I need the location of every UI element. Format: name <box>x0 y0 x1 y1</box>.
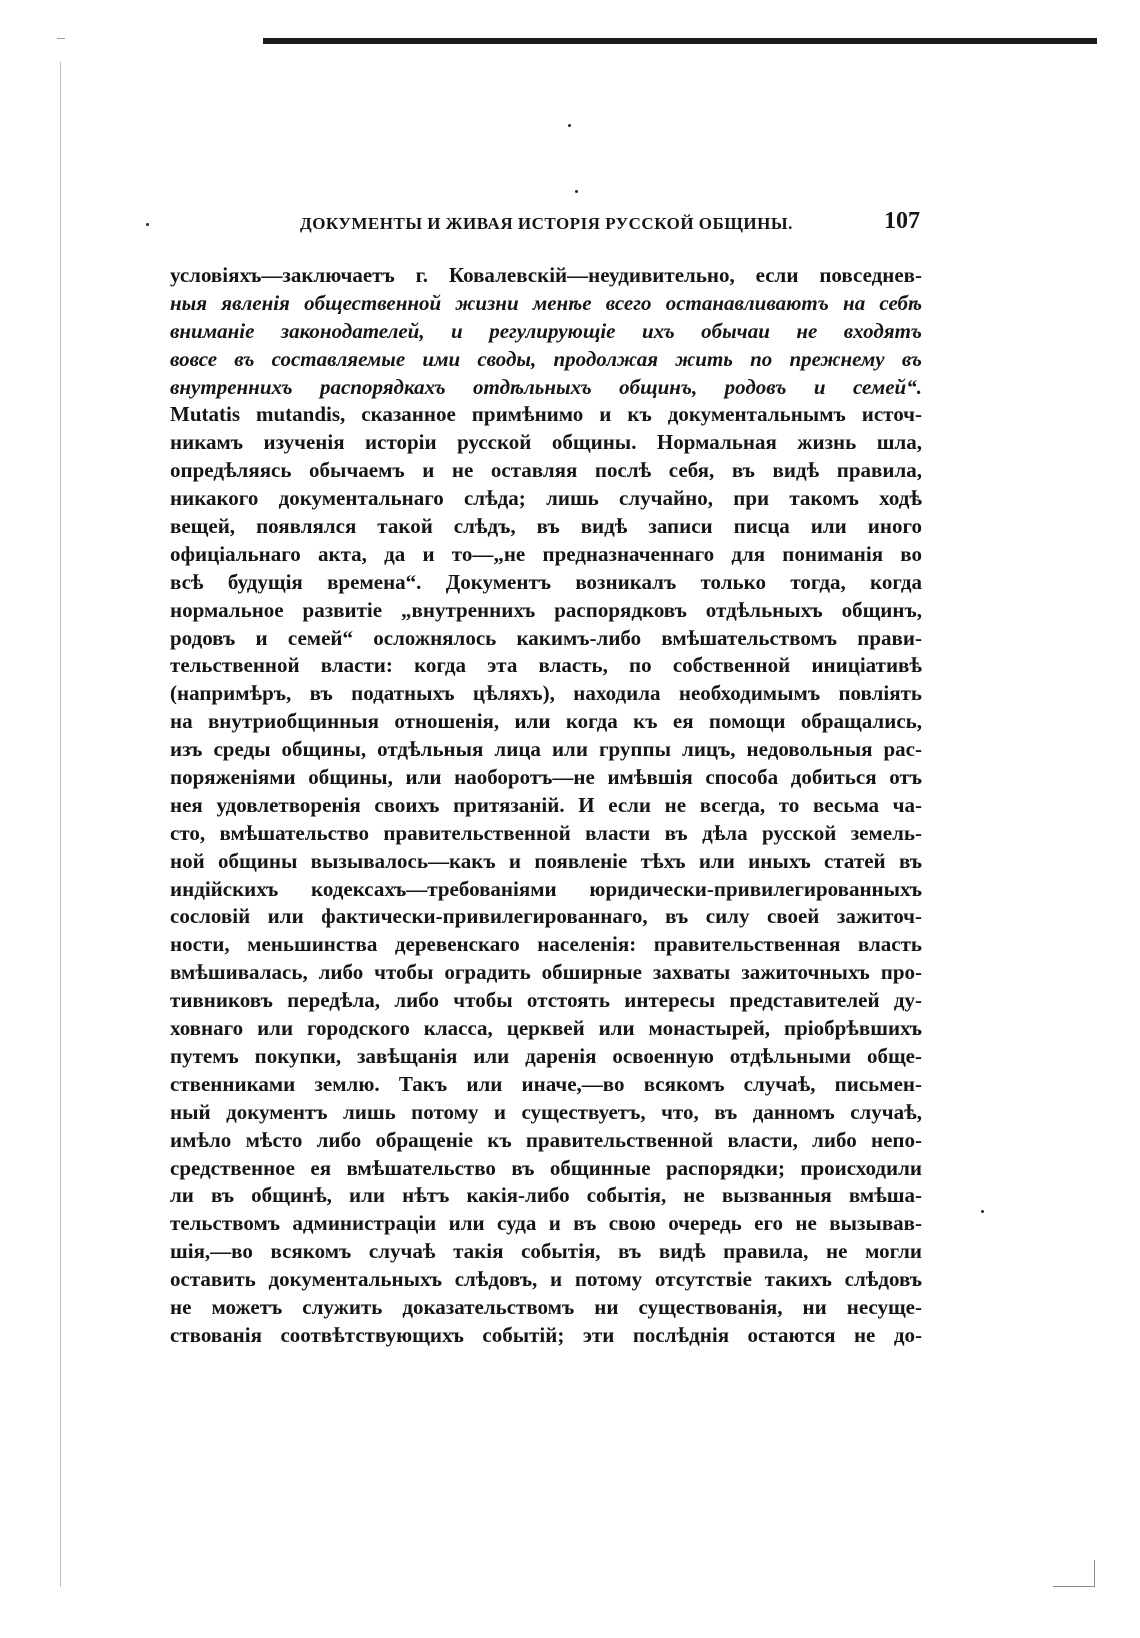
text-line: не можетъ служить доказательствомъ ни существованія, ни несуще- <box>170 1294 922 1319</box>
text-line: индійскихъ кодексахъ—требованіями юридически-привилегированныхъ <box>170 876 922 901</box>
text-line: ли въ общинѣ, или нѣтъ какія-либо событія, не вызванныя вмѣша- <box>170 1183 922 1208</box>
text-line: ствованія соотвѣтствующихъ событій; эти послѣднія остаются не до- <box>170 1322 922 1347</box>
text-line: вмѣшивалась, либо чтобы оградить обширные захваты зажиточныхъ про- <box>170 960 922 985</box>
scan-speck <box>146 223 149 226</box>
text-line: опредѣляясь обычаемъ и не оставляя послѣ себя, въ видѣ правила, <box>170 458 922 483</box>
text-line: всѣ будущія времена“. Документъ возникалъ только тогда, когда <box>170 569 922 594</box>
scan-border-left <box>60 62 61 1587</box>
text-line: оставить документальныхъ слѣдовъ, и потому отсутствіе такихъ слѣдовъ <box>170 1267 922 1292</box>
text-line: ныя явленія общественной жизни менѣе всего останавливаютъ на себѣ <box>170 290 922 315</box>
text-line: сословій или фактически-привилегированнаго, въ силу своей зажиточ- <box>170 904 922 929</box>
text-line: тельственной власти: когда эта власть, по собственной иниціативѣ <box>170 653 922 678</box>
text-line: Mutatis mutandis, сказанное примѣнимо и къ документальнымъ источ- <box>170 402 922 427</box>
text-line: вещей, появлялся такой слѣдъ, въ видѣ записи писца или иного <box>170 514 922 539</box>
text-line: средственное ея вмѣшательство въ общинные распорядки; происходили <box>170 1155 922 1180</box>
scan-corner-mark-vertical <box>1094 1560 1095 1587</box>
text-line: ной общины вызывалось—какъ и появленіе тѣхъ или иныхъ статей въ <box>170 848 922 873</box>
scan-speck <box>981 1210 984 1213</box>
text-line: на внутриобщинныя отношенія, или когда къ ея помощи обращались, <box>170 709 922 734</box>
text-line: вниманіе законодателей, и регулирующіе ихъ обычаи не входятъ <box>170 318 922 343</box>
text-line: путемъ покупки, завѣщанія или даренія освоенную отдѣльными обще- <box>170 1043 922 1068</box>
text-line: тельствомъ администраціи или суда и въ свою очередь его не вызывав- <box>170 1211 922 1236</box>
scan-edge-tick <box>57 38 65 39</box>
text-line: никамъ изученія исторіи русской общины. Нормальная жизнь шла, <box>170 430 922 455</box>
text-line: родовъ и семей“ осложнялось какимъ-либо вмѣшательствомъ прави- <box>170 625 922 650</box>
text-line: ховнаго или городского класса, церквей или монастырей, пріобрѣвшихъ <box>170 1016 922 1041</box>
text-line: ственниками землю. Такъ или иначе,—во всякомъ случаѣ, письмен- <box>170 1071 922 1096</box>
text-line: ности, меньшинства деревенскаго населенія: правительственная власть <box>170 932 922 957</box>
text-line: (напримѣръ, въ податныхъ цѣляхъ), находила необходимымъ повліять <box>170 681 922 706</box>
running-head: ДОКУМЕНТЫ И ЖИВАЯ ИСТОРІЯ РУССКОЙ ОБЩИНЫ. <box>300 214 793 233</box>
text-line: ный документъ лишь потому и существуетъ, что, въ данномъ случаѣ, <box>170 1099 922 1124</box>
text-line: вовсе въ составляемые ими своды, продолжая жить по прежнему въ <box>170 346 922 371</box>
scan-speck <box>575 190 578 193</box>
text-line: никакого документальнаго слѣда; лишь случайно, при такомъ ходѣ <box>170 486 922 511</box>
text-line: поряженіями общины, или наоборотъ—не имѣвшія способа добиться отъ <box>170 765 922 790</box>
scan-corner-mark <box>1053 1586 1095 1587</box>
text-line: нормальное развитіе „внутреннихъ распорядковъ отдѣльныхъ общинъ, <box>170 597 922 622</box>
text-line: изъ среды общины, отдѣльныя лица или группы лицъ, недовольныя рас- <box>170 737 922 762</box>
scan-border-top <box>263 38 1097 44</box>
text-line: офиціальнаго акта, да и то—„не предназначеннаго для пониманія во <box>170 541 922 566</box>
text-line: тивниковъ передѣла, либо чтобы отстоять интересы представителей ду- <box>170 988 922 1013</box>
text-line: шія,—во всякомъ случаѣ такія событія, въ видѣ правила, не могли <box>170 1239 922 1264</box>
scan-speck <box>568 124 571 127</box>
text-line: имѣло мѣсто либо обращеніе къ правительственной власти, либо непо- <box>170 1127 922 1152</box>
text-line: нея удовлетворенія своихъ притязаній. И если не всегда, то весьма ча- <box>170 792 922 817</box>
page-number: 107 <box>884 208 920 234</box>
body-text <box>170 262 922 1350</box>
text-line: сто, вмѣшательство правительственной власти въ дѣла русской земель- <box>170 820 922 845</box>
text-line: внутреннихъ распорядкахъ отдѣльныхъ общинъ, родовъ и семей“. <box>170 374 922 399</box>
text-line: условіяхъ—заключаетъ г. Ковалевскій—неудивительно, если повседнев- <box>170 263 922 287</box>
